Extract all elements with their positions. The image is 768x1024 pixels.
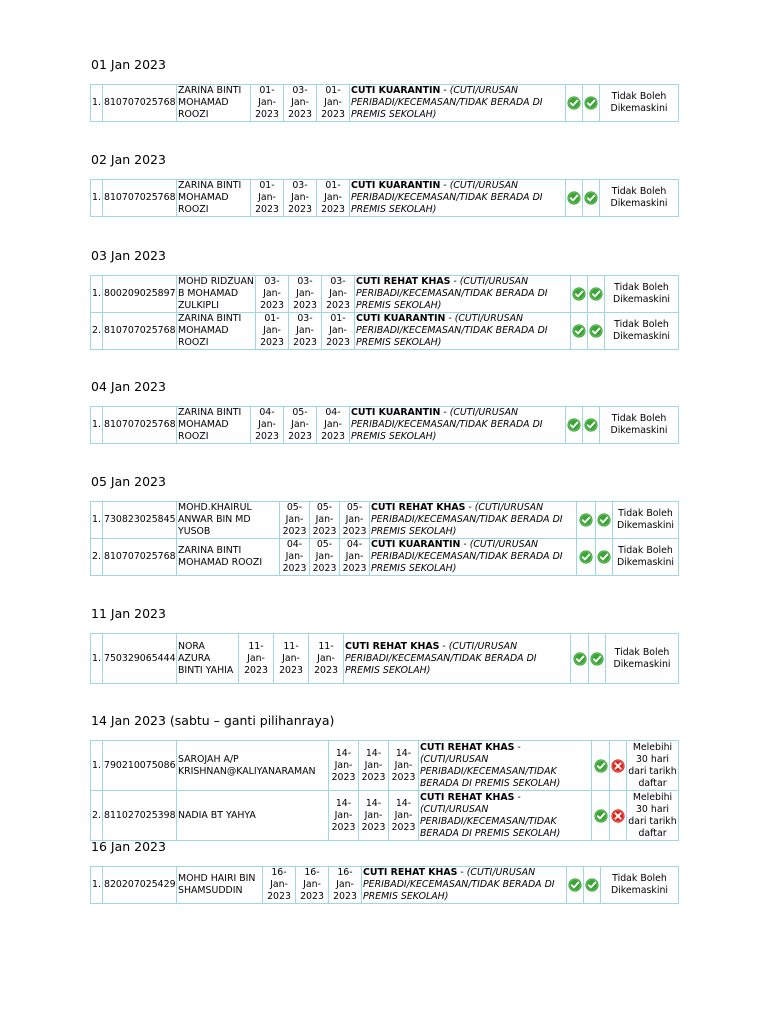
status-icon-cell — [610, 741, 627, 791]
row-number: 1. — [91, 276, 103, 313]
staff-name: MOHD RIDZUAN B MOHAMAD ZULKIPLI — [178, 276, 254, 311]
row-number: 1. — [91, 407, 103, 444]
end-date: 14-Jan-2023 — [359, 791, 389, 841]
start-date: 05-Jan-2023 — [280, 502, 310, 539]
update-status: Tidak Boleh Dikemaskini — [601, 867, 679, 904]
row-number: 1. — [91, 180, 103, 217]
leave-type-name: CUTI KUARANTIN — [371, 539, 461, 550]
update-status: Tidak Boleh Dikemaskini — [600, 407, 679, 444]
leave-type — [350, 180, 566, 217]
check-icon — [567, 96, 581, 110]
start-date: 16-Jan-2023 — [263, 867, 296, 904]
leave-type-separator: - — [440, 407, 450, 418]
status-icon-cell — [583, 180, 600, 217]
date-heading: 05 Jan 2023 — [91, 474, 166, 489]
row-number: 2. — [91, 313, 103, 350]
staff-name: NORA AZURA BINTI YAHIA — [177, 634, 239, 684]
status-icon-cell — [583, 407, 600, 444]
status-icon-cell — [571, 634, 589, 684]
apply-date: 04-Jan-2023 — [340, 539, 370, 576]
table-row — [91, 634, 679, 684]
status-icon-cell — [571, 313, 588, 350]
status-icon-cell — [592, 791, 610, 841]
start-date: 01-Jan-2023 — [251, 180, 284, 217]
row-number: 1. — [91, 634, 103, 684]
leave-type — [419, 791, 592, 841]
end-date: 03-Jan-2023 — [284, 85, 317, 122]
end-date: 11-Jan-2023 — [274, 634, 309, 684]
start-date: 01-Jan-2023 — [256, 313, 289, 350]
update-status: Tidak Boleh Dikemaskini — [613, 539, 679, 576]
check-icon — [597, 550, 611, 564]
date-heading: 04 Jan 2023 — [91, 379, 166, 394]
leave-type-name: CUTI KUARANTIN — [351, 407, 441, 418]
leave-type-description: (CUTI/URUSAN PERIBADI/KECEMASAN/TIDAK BERADA DI PREMIS SEKOLAH) — [356, 313, 548, 348]
check-icon — [579, 513, 593, 527]
leave-type-name: CUTI REHAT KHAS — [420, 741, 515, 753]
start-date: 03-Jan-2023 — [256, 276, 289, 313]
leave-type-description: (CUTI/URUSAN PERIBADI/KECEMASAN/TIDAK BERADA DI PREMIS SEKOLAH) — [356, 276, 548, 311]
status-icon-cell — [589, 634, 606, 684]
ic-number: 811027025398 — [103, 791, 177, 841]
leave-type-separator: - — [460, 539, 470, 550]
leave-type — [362, 867, 567, 904]
leave-type-description: (CUTI/URUSAN PERIBADI/KECEMASAN/TIDAK BERADA DI PREMIS SEKOLAH) — [371, 502, 563, 537]
date-heading: 11 Jan 2023 — [91, 606, 166, 621]
ic-number: 810707025768 — [103, 313, 177, 350]
update-status: Tidak Boleh Dikemaskini — [600, 85, 679, 122]
start-date: 01-Jan-2023 — [251, 85, 284, 122]
end-date: 05-Jan-2023 — [284, 407, 317, 444]
check-icon — [597, 513, 611, 527]
status-icon-cell — [596, 502, 613, 539]
leave-type-description: (CUTI/URUSAN PERIBADI/KECEMASAN/TIDAK BERADA DI PREMIS SEKOLAH) — [420, 803, 561, 839]
table-row — [91, 867, 679, 904]
check-icon — [572, 324, 586, 338]
apply-date: 16-Jan-2023 — [329, 867, 362, 904]
leave-table — [90, 84, 679, 122]
row-number: 1. — [91, 741, 103, 791]
leave-type-description: (CUTI/URUSAN PERIBADI/KECEMASAN/TIDAK BERADA DI PREMIS SEKOLAH) — [351, 85, 543, 120]
leave-type-separator: - — [440, 180, 450, 191]
ic-number: 800209025897 — [103, 276, 177, 313]
check-icon — [584, 191, 598, 205]
check-icon — [584, 418, 598, 432]
leave-type-name: CUTI REHAT KHAS — [345, 640, 440, 652]
start-date: 14-Jan-2023 — [329, 741, 359, 791]
status-icon-cell — [577, 502, 596, 539]
apply-date: 05-Jan-2023 — [340, 502, 370, 539]
staff-name: MOHD.KHAIRUL ANWAR BIN MD YUSOB — [177, 502, 280, 539]
status-icon-cell — [592, 741, 610, 791]
leave-type-description: (CUTI/URUSAN PERIBADI/KECEMASAN/TIDAK BERADA DI PREMIS SEKOLAH) — [345, 640, 537, 676]
check-icon — [590, 652, 604, 666]
leave-type-name: CUTI KUARANTIN — [356, 313, 446, 324]
staff-name: NADIA BT YAHYA — [177, 791, 329, 841]
date-heading: 02 Jan 2023 — [91, 152, 166, 167]
start-date: 14-Jan-2023 — [329, 791, 359, 841]
update-status: Tidak Boleh Dikemaskini — [600, 180, 679, 217]
leave-type-separator: - — [440, 85, 450, 96]
start-date: 04-Jan-2023 — [251, 407, 284, 444]
leave-type-name: CUTI KUARANTIN — [351, 180, 441, 191]
end-date: 16-Jan-2023 — [296, 867, 329, 904]
end-date: 05-Jan-2023 — [310, 539, 340, 576]
apply-date: 01-Jan-2023 — [322, 313, 355, 350]
status-icon-cell — [596, 539, 613, 576]
leave-type — [355, 276, 571, 313]
update-status: Tidak Boleh Dikemaskini — [605, 313, 679, 350]
table-row — [91, 502, 679, 539]
status-icon-cell — [567, 867, 584, 904]
end-date: 14-Jan-2023 — [359, 741, 389, 791]
check-icon — [584, 96, 598, 110]
leave-type — [370, 502, 577, 539]
table-row — [91, 741, 679, 791]
ic-number: 810707025768 — [103, 407, 177, 444]
start-date: 04-Jan-2023 — [280, 539, 310, 576]
leave-type-description: (CUTI/URUSAN PERIBADI/KECEMASAN/TIDAK BERADA DI PREMIS SEKOLAH) — [351, 180, 543, 215]
row-number: 2. — [91, 539, 103, 576]
leave-type-name: CUTI REHAT KHAS — [420, 791, 515, 803]
staff-name: ZARINA BINTI MOHAMAD ROOZI — [177, 180, 251, 217]
leave-type-separator: - — [465, 502, 475, 513]
leave-table — [90, 633, 679, 684]
leave-type — [350, 407, 566, 444]
update-status: Tidak Boleh Dikemaskini — [613, 502, 679, 539]
leave-type-separator: - — [514, 741, 521, 753]
check-icon — [573, 652, 587, 666]
leave-type-separator: - — [514, 791, 521, 803]
leave-type-name: CUTI REHAT KHAS — [363, 867, 458, 878]
table-row — [91, 407, 679, 444]
cross-icon — [611, 809, 625, 823]
status-icon-cell — [588, 276, 605, 313]
staff-name: MOHD HAIRI BIN SHAMSUDDIN — [177, 867, 263, 904]
leave-type — [344, 634, 571, 684]
check-icon — [572, 287, 586, 301]
leave-type-separator: - — [439, 640, 449, 652]
start-date: 11-Jan-2023 — [239, 634, 274, 684]
update-status: Melebihi 30 hari dari tarikh daftar — [628, 791, 677, 839]
table-row — [91, 539, 679, 576]
date-heading: 14 Jan 2023 (sabtu – ganti pilihanraya) — [91, 713, 335, 728]
ic-number: 810707025768 — [103, 539, 177, 576]
check-icon — [579, 550, 593, 564]
apply-date: 11-Jan-2023 — [309, 634, 344, 684]
leave-type-separator: - — [457, 867, 467, 878]
leave-type-name: CUTI REHAT KHAS — [356, 276, 451, 287]
check-icon — [567, 418, 581, 432]
apply-date: 04-Jan-2023 — [317, 407, 350, 444]
leave-type — [350, 85, 566, 122]
table-row — [91, 85, 679, 122]
leave-table — [90, 406, 679, 444]
end-date: 03-Jan-2023 — [289, 313, 322, 350]
table-row — [91, 313, 679, 350]
leave-type-description: (CUTI/URUSAN PERIBADI/KECEMASAN/TIDAK BERADA DI PREMIS SEKOLAH) — [420, 753, 561, 789]
row-number: 1. — [91, 85, 103, 122]
leave-table — [90, 866, 679, 904]
table-row — [91, 276, 679, 313]
status-icon-cell — [584, 867, 601, 904]
date-heading: 03 Jan 2023 — [91, 248, 166, 263]
check-icon — [567, 191, 581, 205]
leave-table — [90, 740, 679, 841]
check-icon — [589, 324, 603, 338]
apply-date: 14-Jan-2023 — [389, 791, 419, 841]
leave-type-separator: - — [445, 313, 455, 324]
status-icon-cell — [583, 85, 600, 122]
table-row — [91, 180, 679, 217]
leave-type-separator: - — [450, 276, 460, 287]
status-icon-cell — [571, 276, 588, 313]
date-heading: 16 Jan 2023 — [91, 839, 166, 854]
check-icon — [585, 878, 599, 892]
check-icon — [589, 287, 603, 301]
status-icon-cell — [577, 539, 596, 576]
check-icon — [594, 759, 608, 773]
cross-icon — [611, 759, 625, 773]
ic-number: 810707025768 — [103, 85, 177, 122]
end-date: 03-Jan-2023 — [289, 276, 322, 313]
ic-number: 810707025768 — [103, 180, 177, 217]
staff-name: ZARINA BINTI MOHAMAD ROOZI — [177, 539, 280, 576]
leave-type-name: CUTI REHAT KHAS — [371, 502, 466, 513]
staff-name: SAROJAH A/P KRISHNAN@KALIYANARAMAN — [177, 741, 329, 791]
apply-date: 03-Jan-2023 — [322, 276, 355, 313]
staff-name: ZARINA BINTI MOHAMAD ROOZI — [177, 407, 251, 444]
ic-number: 750329065444 — [103, 634, 177, 684]
status-icon-cell — [588, 313, 605, 350]
update-status: Melebihi 30 hari dari tarikh daftar — [628, 741, 677, 789]
leave-table — [90, 275, 679, 350]
leave-table — [90, 179, 679, 217]
date-heading: 01 Jan 2023 — [91, 57, 166, 72]
ic-number: 730823025845 — [103, 502, 177, 539]
leave-type — [370, 539, 577, 576]
check-icon — [594, 809, 608, 823]
apply-date: 01-Jan-2023 — [317, 180, 350, 217]
status-icon-cell — [566, 407, 583, 444]
check-icon — [568, 878, 582, 892]
update-status: Tidak Boleh Dikemaskini — [605, 276, 679, 313]
leave-type — [355, 313, 571, 350]
apply-date: 01-Jan-2023 — [317, 85, 350, 122]
row-number: 2. — [91, 791, 103, 841]
row-number: 1. — [91, 502, 103, 539]
leave-type-description: (CUTI/URUSAN PERIBADI/KECEMASAN/TIDAK BERADA DI PREMIS SEKOLAH) — [363, 867, 555, 902]
status-icon-cell — [566, 180, 583, 217]
apply-date: 14-Jan-2023 — [389, 741, 419, 791]
leave-type — [419, 741, 592, 791]
status-icon-cell — [566, 85, 583, 122]
ic-number: 790210075086 — [103, 741, 177, 791]
end-date: 05-Jan-2023 — [310, 502, 340, 539]
row-number: 1. — [91, 867, 103, 904]
staff-name: ZARINA BINTI MOHAMAD ROOZI — [177, 85, 251, 122]
leave-table — [90, 501, 679, 576]
table-row — [91, 791, 679, 841]
ic-number: 820207025429 — [103, 867, 177, 904]
staff-name: ZARINA BINTI MOHAMAD ROOZI — [177, 313, 256, 350]
end-date: 03-Jan-2023 — [284, 180, 317, 217]
update-status: Tidak Boleh Dikemaskini — [606, 634, 679, 684]
leave-type-description: (CUTI/URUSAN PERIBADI/KECEMASAN/TIDAK BERADA DI PREMIS SEKOLAH) — [371, 539, 563, 574]
status-icon-cell — [610, 791, 627, 841]
leave-type-name: CUTI KUARANTIN — [351, 85, 441, 96]
leave-type-description: (CUTI/URUSAN PERIBADI/KECEMASAN/TIDAK BERADA DI PREMIS SEKOLAH) — [351, 407, 543, 442]
